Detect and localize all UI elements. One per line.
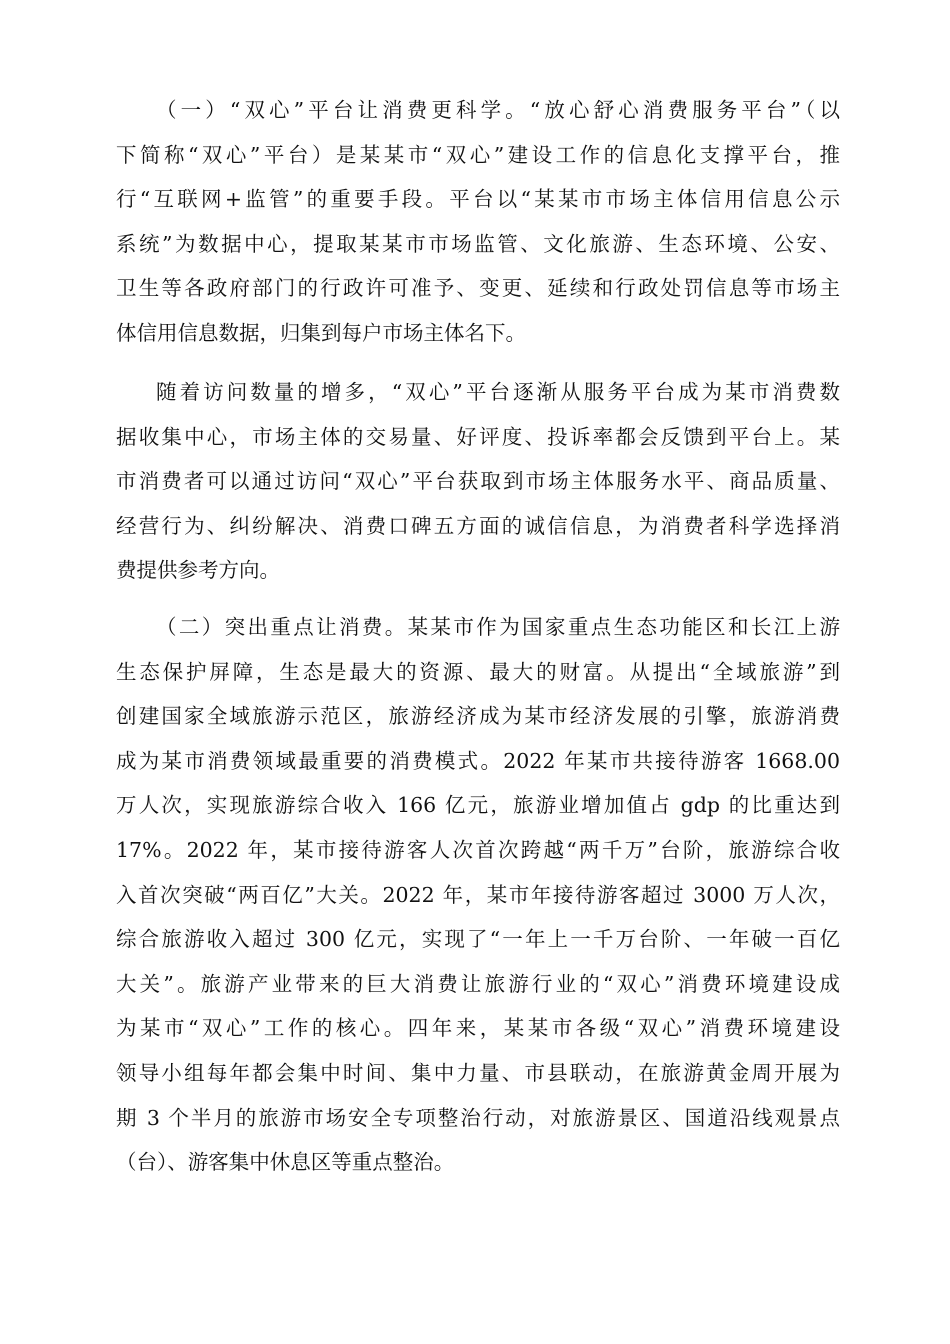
paragraph-line: 卫生等各政府部门的行政许可准予、变更、延续和行政处罚信息等市场主: [116, 276, 840, 301]
paragraph-line: （二）突出重点让消费。某某市作为国家重点生态功能区和长江上游: [156, 615, 840, 639]
paragraph-line: 大关”。旅游产业带来的巨大消费让旅游行业的“双心”消费环境建设成: [116, 971, 840, 996]
paragraph-line: 随着访问数量的增多，“双心”平台逐渐从服务平台成为某市消费数: [156, 380, 840, 404]
paragraph-line: 综合旅游收入超过 300 亿元，实现了“一年上一千万台阶、一年破一百亿: [116, 927, 840, 952]
paragraph-line: 体信用信息数据，归集到每户市场主体名下。: [116, 320, 526, 345]
paragraph-tourism-consumption: [116, 605, 840, 1185]
paragraph-line: 期 3 个半月的旅游市场安全专项整治行动，对旅游景区、国道沿线观景点: [116, 1105, 840, 1130]
paragraph-line: 成为某市消费领域最重要的消费模式。2022 年某市共接待游客 1668.00: [116, 748, 840, 773]
paragraph-line: 据收集中心，市场主体的交易量、好评度、投诉率都会反馈到平台上。某: [116, 424, 840, 449]
paragraph-line: 领导小组每年都会集中时间、集中力量、市县联动，在旅游黄金周开展为: [116, 1060, 840, 1085]
paragraph-line: 经营行为、纠纷解决、消费口碑五方面的诚信信息，为消费者科学选择消: [116, 513, 840, 538]
paragraph-line: 市消费者可以通过访问“双心”平台获取到市场主体服务水平、商品质量、: [116, 469, 840, 494]
paragraph-line: （台）、游客集中休息区等重点整治。: [116, 1150, 455, 1175]
paragraph-line: 下简称“双心”平台）是某某市“双心”建设工作的信息化支撑平台，推: [116, 142, 840, 167]
paragraph-line: 行“互联网+监管”的重要手段。平台以“某某市市场主体信用信息公示: [116, 187, 840, 212]
paragraph-line: 万人次，实现旅游综合收入 166 亿元，旅游业增加值占 gdp 的比重达到: [116, 793, 840, 818]
paragraph-line: 系统”为数据中心，提取某某市市场监管、文化旅游、生态环境、公安、: [116, 231, 840, 256]
paragraph-data-collection: [116, 370, 840, 593]
paragraph-shuangxin-platform: [116, 88, 840, 356]
paragraph-line: 入首次突破“两百亿”大关。2022 年，某市年接待游客超过 3000 万人次，: [116, 882, 840, 907]
paragraph-line: 为某市“双心”工作的核心。四年来，某某市各级“双心”消费环境建设: [116, 1016, 840, 1041]
paragraph-line: 创建国家全域旅游示范区，旅游经济成为某市经济发展的引擎，旅游消费: [116, 704, 840, 729]
paragraph-line: 费提供参考方向。: [116, 558, 280, 583]
paragraph-line: 17%。2022 年，某市接待游客人次首次跨越“两千万”台阶，旅游综合收: [116, 837, 840, 862]
paragraph-line: 生态保护屏障，生态是最大的资源、最大的财富。从提出“全域旅游”到: [116, 659, 840, 684]
paragraph-line: （一）“双心”平台让消费更科学。“放心舒心消费服务平台”（以: [156, 98, 840, 122]
